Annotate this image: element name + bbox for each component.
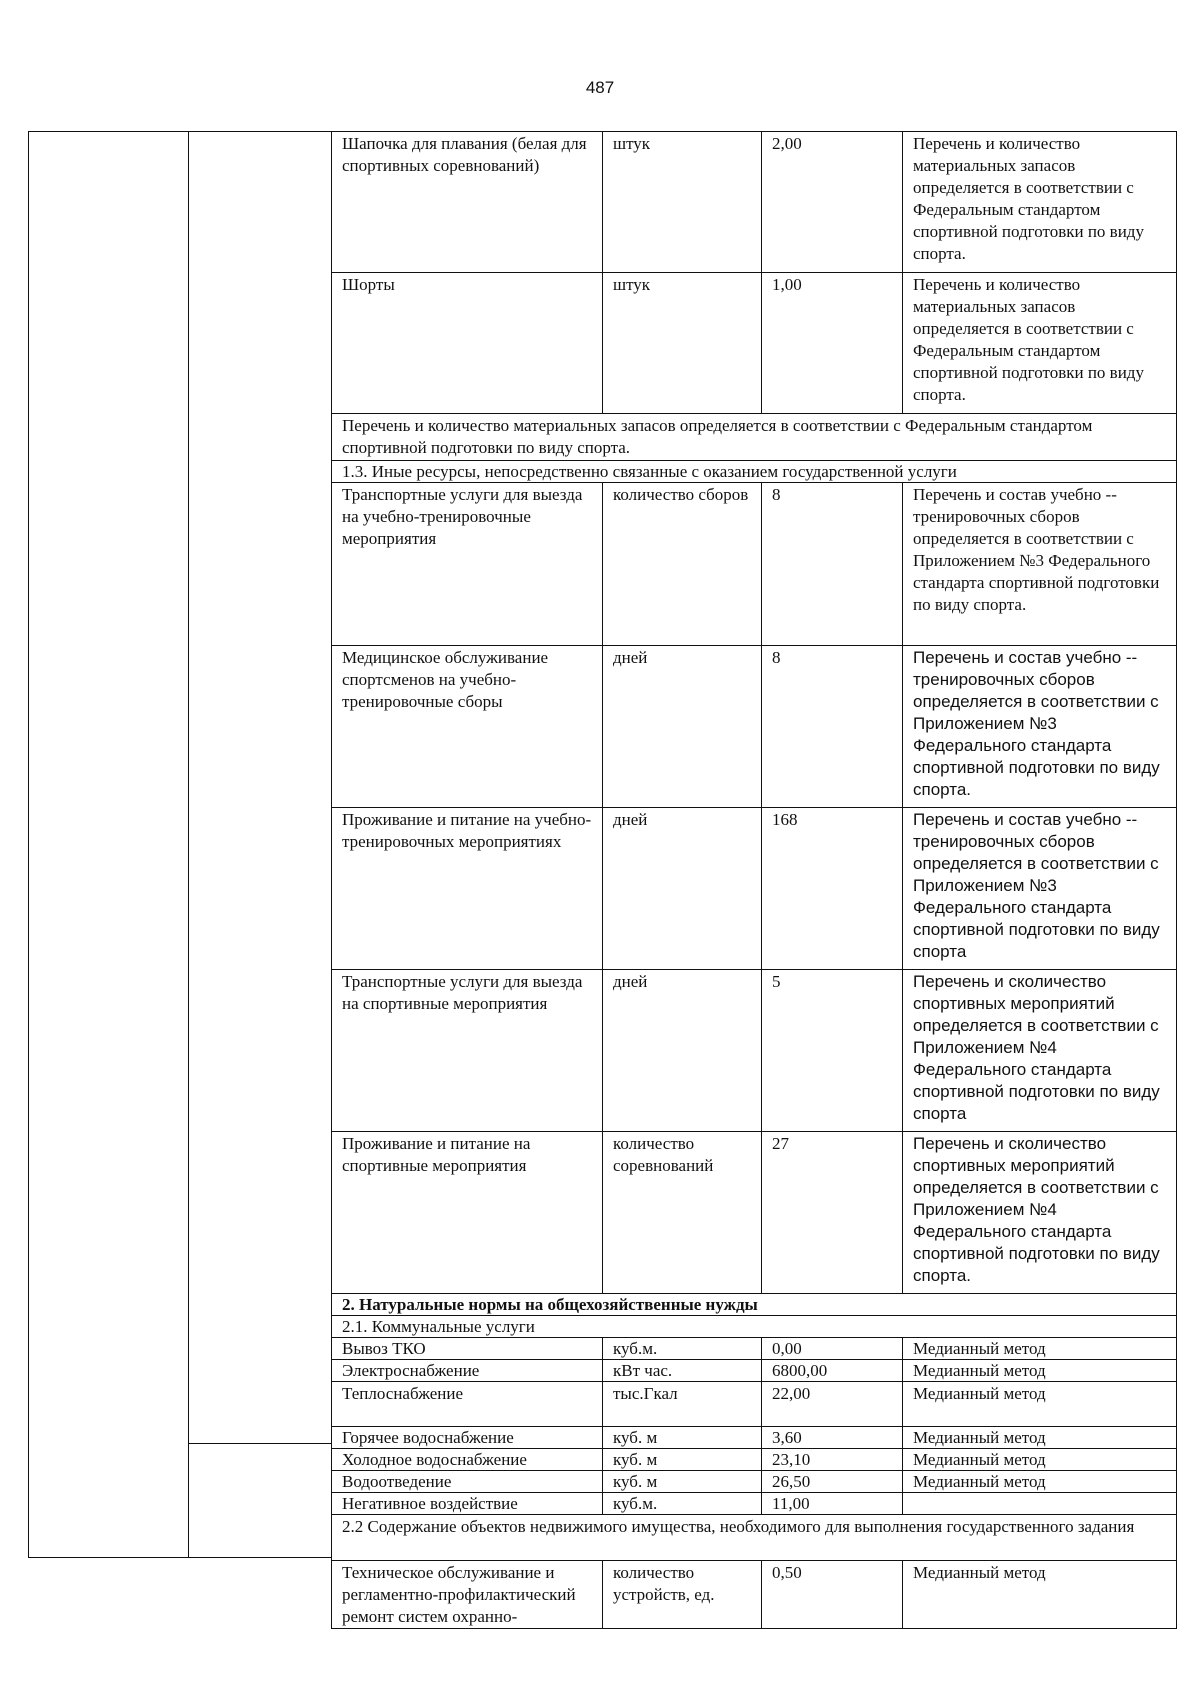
- resource-name: Водоотведение: [332, 1471, 603, 1493]
- section-heading-row: [332, 1515, 1177, 1561]
- resource-name: Теплоснабжение: [332, 1382, 603, 1427]
- resource-value: 6800,00: [762, 1360, 903, 1382]
- resource-name: Техническое обслуживание и регламентно-профилактический ремонт систем охранно-: [332, 1561, 603, 1629]
- section-heading-2-1: 2.1. Коммунальные услуги: [332, 1316, 1177, 1338]
- resource-name: Электроснабжение: [332, 1360, 603, 1382]
- resource-name: Транспортные услуги для выезда на учебно-тренировочные мероприятия: [332, 483, 603, 646]
- frame-row-divider: [188, 1443, 332, 1444]
- resource-note: Перечень и состав учебно -- тренировочных сборов определяется в соответствии с Приложением №3 Федерального стандарта спортивной подготовки по виду спорта: [903, 808, 1177, 970]
- frame-bottom-border: [28, 1557, 332, 1558]
- resource-note: Перечень и сколичество спортивных мероприятий определяется в соответствии с Приложением №4 Федерального стандарта спортивной подготовки по виду спорта.: [903, 1132, 1177, 1294]
- resource-name: Медицинское обслуживание спортсменов на учебно-тренировочные сборы: [332, 646, 603, 808]
- merged-note-row: [332, 414, 1177, 461]
- resource-name: Негативное воздействие: [332, 1493, 603, 1515]
- resource-unit: куб. м: [603, 1449, 762, 1471]
- resource-note: Медианный метод: [903, 1338, 1177, 1360]
- resource-value: 3,60: [762, 1427, 903, 1449]
- resource-note: Медианный метод: [903, 1561, 1177, 1629]
- resource-unit: количество соревнований: [603, 1132, 762, 1294]
- resource-value: 22,00: [762, 1382, 903, 1427]
- resource-value: 8: [762, 646, 903, 808]
- table-row: [332, 1471, 1177, 1493]
- resource-unit: куб. м: [603, 1471, 762, 1493]
- resource-note: Перечень и количество материальных запасов определяется в соответствии с Федеральным стандартом спортивной подготовки по виду спорта.: [903, 132, 1177, 273]
- frame-left-border: [28, 131, 29, 1558]
- section-heading-row: [332, 1294, 1177, 1316]
- resource-value: 0,50: [762, 1561, 903, 1629]
- section-heading-2: 2. Натуральные нормы на общехозяйственные нужды: [332, 1294, 1177, 1316]
- resource-unit: куб.м.: [603, 1493, 762, 1515]
- resource-unit: дней: [603, 808, 762, 970]
- resource-unit: куб. м: [603, 1427, 762, 1449]
- resource-note: Медианный метод: [903, 1427, 1177, 1449]
- resource-name: Проживание и питание на спортивные мероприятия: [332, 1132, 603, 1294]
- table-row: [332, 132, 1177, 273]
- resource-note: Медианный метод: [903, 1382, 1177, 1427]
- resource-note: Медианный метод: [903, 1449, 1177, 1471]
- resource-value: 23,10: [762, 1449, 903, 1471]
- resource-value: 11,00: [762, 1493, 903, 1515]
- table-row: [332, 1360, 1177, 1382]
- resource-note: Перечень и состав учебно -- тренировочных сборов определяется в соответствии с Приложением №3 Федерального стандарта спортивной подготовки по виду спорта.: [903, 483, 1177, 646]
- resource-value: 27: [762, 1132, 903, 1294]
- resource-note: Перечень и сколичество спортивных мероприятий определяется в соответствии с Приложением №4 Федерального стандарта спортивной подготовки по виду спорта: [903, 970, 1177, 1132]
- resource-value: 2,00: [762, 132, 903, 273]
- table-row: [332, 1338, 1177, 1360]
- section-heading-row: [332, 461, 1177, 483]
- resource-unit: куб.м.: [603, 1338, 762, 1360]
- resource-unit: кВт час.: [603, 1360, 762, 1382]
- table-row: [332, 1132, 1177, 1294]
- table-row: [332, 646, 1177, 808]
- resource-note: Медианный метод: [903, 1471, 1177, 1493]
- page-number: 487: [585, 78, 615, 97]
- resource-name: Транспортные услуги для выезда на спортивные мероприятия: [332, 970, 603, 1132]
- section-heading-row: [332, 1316, 1177, 1338]
- table-row: [332, 1382, 1177, 1427]
- resource-note: [903, 1493, 1177, 1515]
- resource-note: Медианный метод: [903, 1360, 1177, 1382]
- resource-note: Перечень и количество материальных запасов определяется в соответствии с Федеральным стандартом спортивной подготовки по виду спорта.: [903, 273, 1177, 414]
- table-row: [332, 273, 1177, 414]
- resource-unit: дней: [603, 970, 762, 1132]
- table-row: [332, 1493, 1177, 1515]
- resource-name: Проживание и питание на учебно-тренировочных мероприятиях: [332, 808, 603, 970]
- table-row: [332, 1449, 1177, 1471]
- resource-name: Шапочка для плавания (белая для спортивных соревнований): [332, 132, 603, 273]
- section-heading-1-3: 1.3. Иные ресурсы, непосредственно связанные с оказанием государственной услуги: [332, 461, 1177, 483]
- table-row: [332, 483, 1177, 646]
- resource-value: 168: [762, 808, 903, 970]
- resource-value: 26,50: [762, 1471, 903, 1493]
- resource-name: Горячее водоснабжение: [332, 1427, 603, 1449]
- resource-value: 0,00: [762, 1338, 903, 1360]
- resource-value: 5: [762, 970, 903, 1132]
- frame-top-border: [28, 131, 332, 132]
- resource-value: 1,00: [762, 273, 903, 414]
- resource-unit: количество устройств, ед.: [603, 1561, 762, 1629]
- resource-name: Вывоз ТКО: [332, 1338, 603, 1360]
- resource-unit: штук: [603, 132, 762, 273]
- resource-unit: дней: [603, 646, 762, 808]
- merged-note: Перечень и количество материальных запасов определяется в соответствии с Федеральным стандартом спортивной подготовки по виду спорта.: [332, 414, 1177, 461]
- resource-value: 8: [762, 483, 903, 646]
- resource-name: Шорты: [332, 273, 603, 414]
- resource-name: Холодное водоснабжение: [332, 1449, 603, 1471]
- resource-note: Перечень и состав учебно -- тренировочных сборов определяется в соответствии с Приложением №3 Федерального стандарта спортивной подготовки по виду спорта.: [903, 646, 1177, 808]
- resource-unit: штук: [603, 273, 762, 414]
- table-row: [332, 1561, 1177, 1629]
- resources-table: [331, 131, 1177, 1629]
- resource-unit: количество сборов: [603, 483, 762, 646]
- table-row: [332, 1427, 1177, 1449]
- frame-column-divider: [188, 131, 189, 1558]
- section-heading-2-2: 2.2 Содержание объектов недвижимого имущества, необходимого для выполнения государственного задания: [332, 1515, 1177, 1561]
- resource-unit: тыс.Гкал: [603, 1382, 762, 1427]
- table-row: [332, 970, 1177, 1132]
- table-row: [332, 808, 1177, 970]
